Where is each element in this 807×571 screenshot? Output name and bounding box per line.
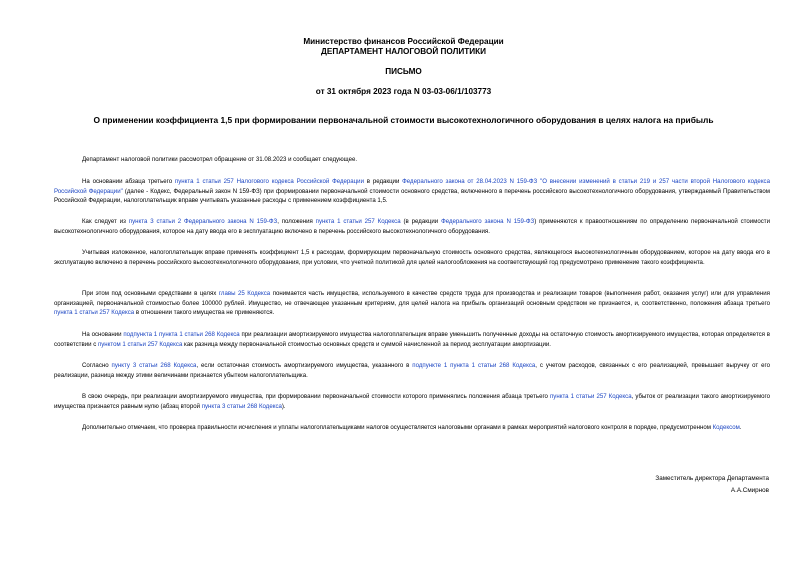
legal-reference-link[interactable]: пунктом 1 статьи 257 Кодекса: [97, 340, 183, 348]
legal-reference-link[interactable]: подпункте 1 пункта 1 статьи 268 Кодекса: [412, 362, 536, 369]
paragraph-text: в отношении такого имущества не применяются.: [134, 309, 275, 317]
signer-name: А.А.Смирнов: [730, 487, 769, 494]
paragraph-text: Дополнительно отмечаем, что проверка правильности исчисления и уплаты налогоплательщиками налогов осуществляется налоговыми органами в рамках мероприятий налогового контроля в порядке, предусмотренном: [82, 424, 713, 431]
paragraph-text: как разница между первоначальной стоимостью основных средств и суммой начисленной за период эксплуатации амортизации.: [182, 340, 551, 348]
legal-reference-link[interactable]: подпункта 1 пункта 1 статьи 268 Кодекса: [123, 331, 240, 338]
paragraph-5: [54, 289, 770, 318]
paragraph-text: (далее - Кодекс, Федеральный закон N 159-ФЗ) при формировании первоначальной стоимости основного средства, включенного в перечень российского высокотехнологичного оборудования, утверждаемый Правительством Российской Федерации, налогоплательщик вправе учитывать указанные расходы с применением коэффициента 1,5.: [54, 187, 770, 205]
ministry-name: Министерство финансов Российской Федерации: [303, 37, 504, 46]
paragraph-text: Департамент налоговой политики рассмотрел обращение от 31.08.2023 и сообщает следующее.: [82, 156, 358, 163]
paragraph-8: [54, 392, 770, 411]
paragraph-1: [54, 155, 770, 165]
signer-position: Заместитель директора Департамента: [655, 475, 769, 482]
paragraph-text: понимается часть имущества, используемого в качестве средств труда для производства и реализации товаров (выполнения работ, оказания услуг) или для управления организацией, первоначальной стоимостью более 100000 рублей. Имущество, не отвечающее указанным критериям, для целей налога на прибыль организаций основным средством не признается, и, соответственно, положения абзаца третьего: [54, 290, 770, 307]
paragraph-text: в редакции: [363, 178, 403, 185]
paragraph-9: [54, 423, 770, 433]
department-name: ДЕПАРТАМЕНТ НАЛОГОВОЙ ПОЛИТИКИ: [321, 47, 486, 56]
paragraph-text: На основании: [82, 331, 124, 338]
legal-reference-link[interactable]: Федерального закона N 159-ФЗ: [441, 218, 535, 225]
document-type: ПИСЬМО: [385, 67, 422, 76]
document-title: О применении коэффициента 1,5 при формировании первоначальной стоимости высокотехнологичного оборудования в целях налога на прибыль: [93, 115, 714, 125]
paragraph-text: (в редакции: [400, 218, 442, 225]
paragraph-text: На основании абзаца третьего: [82, 178, 175, 185]
paragraph-text: ) применяются к правоотношениям по определению первоначальной стоимости высокотехнологичного оборудования, которое на дату ввода его в эксплуатацию включено в перечень российского высокотехнологичного оборудования.: [54, 218, 770, 235]
paragraph-2: [54, 177, 770, 206]
paragraph-text: Как следует из: [82, 218, 129, 225]
legal-reference-link[interactable]: Кодексом: [712, 424, 740, 431]
legal-reference-link[interactable]: пункта 1 статьи 257 Кодекса: [54, 309, 135, 317]
legal-reference-link[interactable]: Федерального закона от 28.04.2023 N 159-ФЗ "О внесении изменений в статьи 219 и 257 части второй Налогового кодекса Российской Федерации": [54, 178, 770, 195]
legal-reference-link[interactable]: пункта 3 статьи 268 Кодекса: [201, 402, 282, 410]
paragraph-text: , с учетом расходов, связанных с его реализацией, превышает выручку от его реализации, разница между этими величинами признается убытком налогоплательщика.: [54, 362, 770, 379]
paragraph-text: Учитывая изложенное, налогоплательщик вправе применять коэффициент 1,5 к расходам, формирующим первоначальную стоимость основного средства, являющегося высокотехнологичным оборудованием, которое на дату ввода его в эксплуатацию включено в перечень российского высокотехнологичного оборудования, при условии, что учетной политикой для целей налогообложения на соответствующий год предусмотрено применение такого коэффициента.: [54, 249, 770, 266]
legal-reference-link[interactable]: пункта 1 статьи 257 Налогового кодекса Российской Федерации: [174, 178, 364, 185]
paragraph-text: В свою очередь, при реализации амортизируемого имущества, при формировании первоначальной стоимости которого применялись положения абзаца третьего: [82, 393, 550, 400]
legal-reference-link[interactable]: пункта 3 статьи 2 Федерального закона N 159-ФЗ: [128, 218, 278, 225]
paragraph-6: [54, 330, 770, 349]
paragraph-text: ).: [281, 402, 286, 410]
paragraph-text: Согласно: [82, 362, 112, 369]
paragraph-text: .: [739, 424, 742, 431]
document-date-number: от 31 октября 2023 года N 03-03-06/1/103773: [315, 87, 492, 96]
legal-reference-link[interactable]: пункту 3 статьи 268 Кодекса: [111, 362, 197, 369]
paragraph-text: при реализации амортизируемого имущества налогоплательщик вправе уменьшить полученные доходы на остаточную стоимость амортизируемого имущества, которая определяется в соответствии с: [54, 331, 770, 348]
legal-reference-link[interactable]: пункта 1 статьи 257 Кодекса: [315, 218, 401, 225]
paragraph-text: , положения: [277, 218, 316, 225]
paragraph-text: , убыток от реализации такого амортизируемого имущества признается равным нулю (абзац второй: [54, 393, 771, 410]
legal-reference-link[interactable]: пункта 1 статьи 257 Кодекса: [550, 393, 632, 400]
paragraph-4: [54, 248, 770, 267]
legal-reference-link[interactable]: главы 25 Кодекса: [218, 290, 271, 297]
paragraph-3: [54, 217, 770, 236]
paragraph-text: При этом под основными средствами в целях: [82, 290, 219, 297]
paragraph-7: [54, 361, 770, 380]
paragraph-text: , если остаточная стоимость амортизируемого имущества, указанного в: [196, 362, 413, 369]
